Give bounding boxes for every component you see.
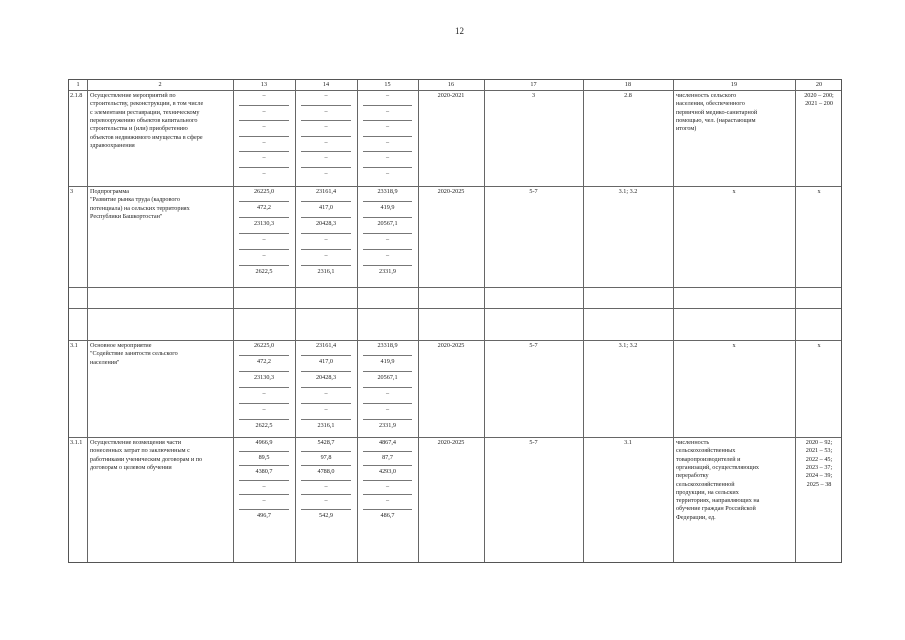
value-cell: 23161,4 — [315, 342, 337, 349]
sub-row-divider — [301, 249, 351, 250]
target-cell: 5-7 — [529, 439, 538, 446]
header-cell: 1 — [76, 81, 80, 88]
value-cell: 496,7 — [257, 511, 271, 519]
value-cell: – — [262, 390, 266, 397]
result-line: переработку — [676, 472, 709, 480]
sub-row-divider — [301, 355, 351, 356]
row-name-line: Осуществление мероприятий по — [90, 92, 176, 99]
sub-row-divider — [239, 136, 289, 137]
sub-row-divider — [301, 151, 351, 152]
sub-row-divider — [301, 509, 351, 510]
sub-row-divider — [239, 494, 289, 495]
sub-row-divider — [301, 494, 351, 495]
sub-row-divider — [239, 355, 289, 356]
sub-row-divider — [239, 451, 289, 452]
sub-row-divider — [301, 265, 351, 266]
value-cell: – — [385, 252, 390, 259]
value-by-year-line: 2023 – 37; — [805, 463, 833, 471]
value-cell: – — [262, 236, 266, 243]
value-cell: – — [324, 390, 328, 397]
value-cell: 4966,9 — [255, 439, 273, 446]
value-cell: – — [262, 107, 266, 115]
value-cell: 4293,0 — [378, 468, 396, 475]
value-cell: – — [262, 497, 266, 504]
sub-row-divider — [363, 465, 412, 466]
value-cell: – — [262, 138, 266, 146]
page-number: 12 — [455, 26, 464, 36]
value-cell: – — [324, 497, 328, 504]
row-name-line: строительству, реконструкции, в том числе — [90, 100, 204, 108]
sub-row-divider — [239, 151, 289, 152]
sub-row-divider — [301, 403, 351, 404]
value-cell: – — [385, 107, 390, 115]
result-line: численность — [676, 439, 710, 446]
sub-row-divider — [301, 371, 351, 372]
header-cell: 17 — [530, 81, 537, 88]
sub-row-divider — [363, 233, 412, 234]
value-cell: 472,2 — [257, 204, 271, 211]
row-name-line: объектов недвижимого имущества в сфере — [90, 133, 203, 141]
row-number: 2.1.8 — [70, 92, 83, 99]
header-cell: 13 — [260, 81, 268, 88]
sub-row-divider — [363, 387, 412, 388]
value-cell: – — [324, 92, 328, 99]
sub-row-divider — [301, 201, 351, 202]
header-cell: 14 — [322, 81, 330, 88]
value-cell: 417,0 — [319, 204, 333, 211]
row-number: 3 — [70, 188, 74, 195]
sub-row-divider — [301, 387, 351, 388]
value-cell: – — [385, 154, 390, 161]
value-cell: 2331,9 — [378, 268, 396, 275]
value-cell: – — [324, 154, 328, 161]
sub-row-divider — [363, 167, 412, 168]
value-cell: 20567,1 — [377, 220, 398, 227]
header-cell: 2 — [158, 81, 162, 88]
value-cell: – — [324, 169, 328, 177]
value-cell: 4867,4 — [378, 439, 396, 446]
value-cell: 23161,4 — [315, 188, 337, 195]
sub-row-divider — [239, 419, 289, 420]
row-name-line: Основное мероприятие — [90, 342, 152, 349]
row-number: 3.1 — [70, 342, 78, 349]
value-cell: – — [262, 482, 266, 490]
value-cell: – — [324, 236, 328, 243]
value-cell: 417,0 — [319, 358, 333, 365]
sub-row-divider — [363, 120, 412, 121]
sub-row-divider — [363, 480, 412, 481]
sub-row-divider — [363, 403, 412, 404]
sub-row-divider — [301, 217, 351, 218]
sub-row-divider — [301, 136, 351, 137]
sub-row-divider — [239, 233, 289, 234]
period-cell: 2020-2025 — [437, 188, 465, 195]
row-name-line: Республики Башкортостан" — [90, 212, 163, 220]
value-cell: 4788,0 — [317, 468, 335, 475]
value-by-year-line: 2020 – 200; — [804, 92, 834, 99]
value-cell: 23130,3 — [253, 220, 275, 227]
sub-row-divider — [363, 201, 412, 202]
sub-row-divider — [363, 217, 412, 218]
sub-row-divider — [363, 265, 412, 266]
target-cell: 5-7 — [529, 342, 538, 349]
row-name-line: понесенных затрат по заключенным с — [90, 447, 190, 455]
value-cell: – — [385, 92, 390, 99]
result-line: итогом) — [676, 125, 697, 133]
sub-row-divider — [301, 120, 351, 121]
value-cell: 23318,9 — [377, 188, 398, 195]
value-cell: – — [262, 252, 266, 259]
result-line: Федерации, ед. — [676, 513, 716, 521]
result-line: помощью, чел. (нарастающим — [676, 116, 756, 124]
value-by-year-line: 2024 – 39; — [805, 472, 833, 480]
row-name-line: "Развитие рынка труда (кадрового — [90, 196, 180, 204]
row-name-line: строительства и (или) приобретению — [90, 125, 188, 133]
result-line: х — [732, 342, 736, 349]
value-cell: – — [262, 92, 266, 99]
value-by-year-line: 2020 – 92; — [805, 439, 833, 446]
row-name-line: перевооружению объектов капитального — [90, 116, 198, 124]
value-cell: 26225,0 — [253, 188, 275, 195]
value-cell: – — [262, 154, 266, 161]
row-name-line: работниками ученическим договорам и по — [90, 455, 203, 463]
value-by-year-line: х — [817, 342, 821, 349]
value-cell: 2622,5 — [255, 422, 273, 429]
value-by-year-line: 2021 – 200 — [805, 100, 833, 108]
value-cell: – — [385, 482, 390, 490]
sub-row-divider — [239, 387, 289, 388]
value-cell: 472,2 — [257, 358, 271, 365]
period-cell: 2020-2025 — [437, 439, 465, 446]
value-cell: 97,8 — [320, 453, 332, 461]
row-name-line: потенциала) на сельских территориях — [90, 204, 190, 212]
sub-row-divider — [239, 403, 289, 404]
value-cell: 26225,0 — [253, 342, 275, 349]
value-cell: 4380,7 — [255, 468, 273, 475]
header-cell: 19 — [730, 81, 738, 88]
result-line: первичной медико-санитарной — [676, 108, 758, 116]
sub-row-divider — [239, 480, 289, 481]
sub-row-divider — [363, 494, 412, 495]
sub-row-divider — [239, 120, 289, 121]
result-line: товаропроизводителей и — [676, 455, 741, 463]
target-cell: 3 — [531, 92, 536, 99]
row-name-line: Осуществление возмещения части — [90, 439, 182, 446]
header-cell: 16 — [447, 81, 455, 88]
value-cell: 2331,9 — [378, 422, 396, 429]
value-cell: – — [324, 482, 328, 490]
value-by-year-line: 2025 – 38 — [806, 480, 832, 488]
result-line: численность сельского — [676, 92, 737, 99]
sub-row-divider — [239, 217, 289, 218]
sub-row-divider — [239, 371, 289, 372]
value-cell: 89,5 — [258, 453, 270, 461]
row-name-line: здравоохранения — [90, 141, 135, 149]
sub-row-divider — [363, 371, 412, 372]
result-line: сельскохозяйственной — [676, 480, 735, 488]
value-cell: 2622,5 — [255, 268, 273, 275]
value-cell: – — [385, 236, 390, 243]
value-cell: 419,9 — [380, 204, 395, 211]
value-cell: 419,9 — [380, 358, 395, 365]
value-cell: – — [385, 497, 390, 504]
indicator-cell: 3.1; 3.2 — [618, 342, 638, 349]
indicator-cell: 3.1 — [624, 439, 632, 446]
value-cell: – — [385, 138, 390, 146]
value-cell: – — [385, 123, 390, 130]
result-line: х — [732, 188, 736, 195]
value-cell: 2316,1 — [317, 422, 335, 429]
indicator-cell: 3.1; 3.2 — [618, 188, 638, 195]
result-line: обучение граждан Российской — [676, 505, 756, 513]
value-cell: – — [324, 406, 328, 413]
value-cell: 20428,3 — [315, 220, 337, 227]
period-cell: 2020-2021 — [437, 92, 465, 99]
sub-row-divider — [239, 465, 289, 466]
sub-row-divider — [239, 201, 289, 202]
sub-row-divider — [363, 451, 412, 452]
row-number: 3.1.1 — [70, 439, 83, 446]
sub-row-divider — [363, 355, 412, 356]
value-cell: 5428,7 — [317, 439, 335, 446]
row-name-line: с элементами реставрации, техническому — [90, 108, 200, 116]
header-cell: 20 — [815, 81, 823, 88]
period-cell: 2020-2025 — [437, 342, 465, 349]
row-name-line: населения" — [90, 358, 120, 366]
sub-row-divider — [239, 509, 289, 510]
value-cell: – — [385, 406, 390, 413]
value-cell: – — [385, 390, 390, 397]
data-table — [68, 79, 842, 563]
value-cell: – — [262, 123, 266, 130]
sub-row-divider — [301, 451, 351, 452]
sub-row-divider — [363, 509, 412, 510]
header-cell: 18 — [624, 81, 632, 88]
value-cell: 87,7 — [382, 453, 393, 461]
value-cell: – — [262, 169, 266, 177]
sub-row-divider — [363, 151, 412, 152]
value-cell: 486,7 — [380, 511, 395, 519]
value-by-year-line: 2022 – 45; — [805, 455, 833, 463]
sub-row-divider — [239, 105, 289, 106]
value-cell: – — [324, 123, 328, 130]
sub-row-divider — [363, 105, 412, 106]
value-cell: 23130,3 — [253, 374, 275, 381]
indicator-cell: 2.8 — [624, 92, 632, 99]
value-cell: – — [324, 107, 328, 115]
value-cell: – — [324, 252, 328, 259]
value-cell: – — [262, 406, 266, 413]
sub-row-divider — [239, 249, 289, 250]
target-cell: 5-7 — [529, 188, 538, 195]
row-name-line: "Содействие занятости сельского — [90, 350, 178, 358]
row-name-line: Подпрограмма — [90, 188, 129, 195]
value-by-year-line: х — [817, 188, 821, 195]
sub-row-divider — [363, 136, 412, 137]
value-cell: 2316,1 — [317, 268, 335, 275]
sub-row-divider — [301, 105, 351, 106]
sub-row-divider — [301, 233, 351, 234]
value-cell: 20428,3 — [315, 374, 337, 381]
result-line: населения, обеспеченного — [676, 100, 745, 108]
sub-row-divider — [301, 419, 351, 420]
value-cell: 542,9 — [319, 511, 333, 519]
sub-row-divider — [363, 249, 412, 250]
value-by-year-line: 2021 – 53; — [805, 447, 833, 455]
sub-row-divider — [301, 465, 351, 466]
sub-row-divider — [301, 480, 351, 481]
sub-row-divider — [239, 265, 289, 266]
row-name-line: договорам о целевом обучении — [90, 463, 172, 471]
result-line: территориях, направляющих на — [676, 497, 760, 505]
sub-row-divider — [363, 419, 412, 420]
value-cell: – — [385, 169, 390, 177]
value-cell: 20567,1 — [377, 374, 398, 381]
sub-row-divider — [301, 167, 351, 168]
sub-row-divider — [239, 167, 289, 168]
result-line: сельскохозяйственных — [676, 447, 736, 455]
value-cell: – — [324, 138, 328, 146]
result-line: организаций, осуществляющих — [676, 463, 759, 471]
header-cell: 15 — [384, 81, 391, 88]
value-cell: 23318,9 — [377, 342, 398, 349]
result-line: продукции, на сельских — [676, 488, 739, 496]
